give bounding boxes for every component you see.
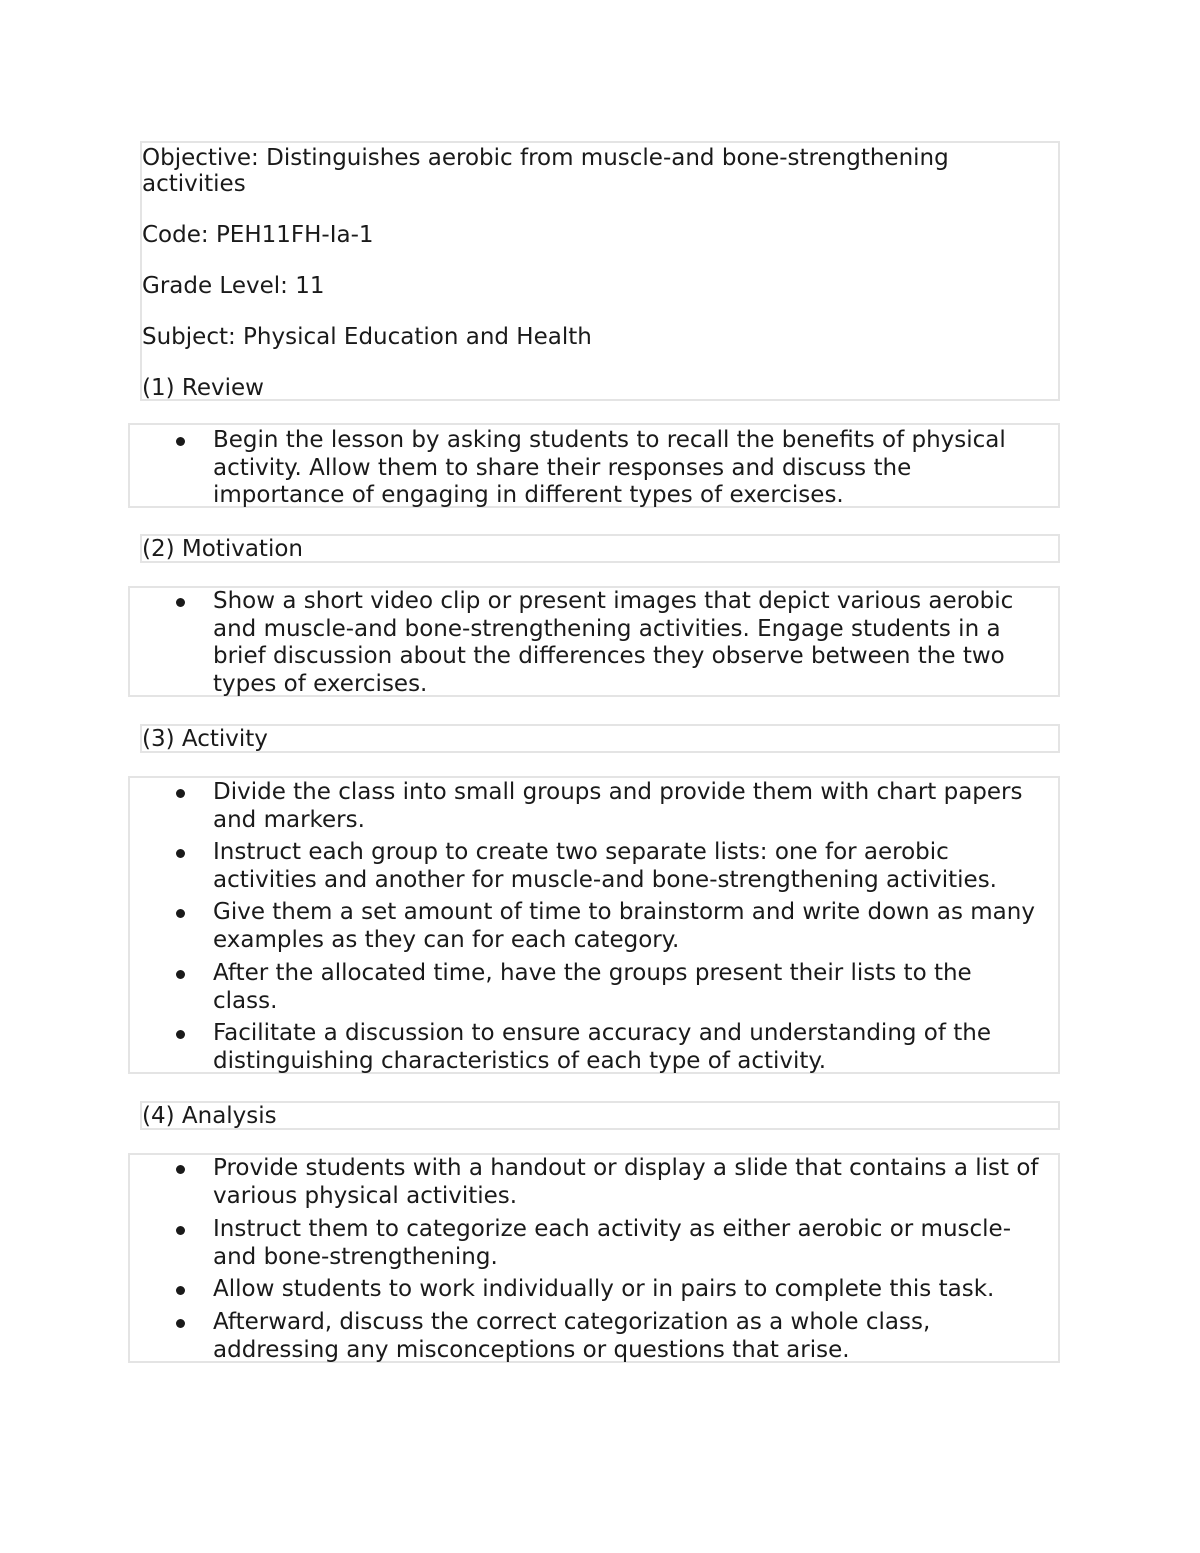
bullet-icon	[176, 1165, 185, 1174]
motivation-box	[128, 586, 1060, 697]
list-item-text: After the allocated time, have the groups present their lists to the class.	[213, 960, 972, 1014]
list-item-text: Give them a set amount of time to brainstorm and write down as many examples as they can for each category.	[213, 899, 1035, 953]
objective-line-1: Objective: Distinguishes aerobic from muscle-and bone-strengthening	[142, 145, 949, 171]
list-item-text: Facilitate a discussion to ensure accuracy and understanding of the distinguishing characteristics of each type of activity.	[213, 1020, 992, 1074]
code-text: Code: PEH11FH-Ia-1	[142, 222, 374, 248]
grade-level-text: Grade Level: 11	[142, 273, 325, 299]
list-item-text: Instruct each group to create two separate lists: one for aerobic activities and another for muscle-and bone-strengthening activities.	[213, 839, 997, 893]
list-item-text: Provide students with a handout or display a slide that contains a list of various physical activities.	[213, 1155, 1039, 1209]
bullet-icon	[176, 437, 185, 446]
motivation-heading-box	[140, 534, 1060, 563]
activity-heading: (3) Activity	[142, 726, 268, 752]
bullet-icon	[176, 1030, 185, 1039]
bullet-icon	[176, 970, 185, 979]
objective-line-2: activities	[142, 171, 246, 197]
bullet-icon	[176, 598, 185, 607]
list-item-text: Allow students to work individually or in pairs to complete this task.	[213, 1276, 995, 1302]
list-item-text: Divide the class into small groups and provide them with chart papers and markers.	[213, 779, 1023, 833]
lesson-header-box	[140, 141, 1060, 401]
list-item-text: Instruct them to categorize each activity as either aerobic or muscle- and bone-strengthening.	[213, 1216, 1012, 1270]
list-item-text: Show a short video clip or present images that depict various aerobic and muscle-and bone-strengthening activities. Engage students in a brief discussion about the differences they observe between the two types of exercises.	[213, 588, 1014, 697]
review-heading: (1) Review	[142, 375, 264, 401]
bullet-icon	[176, 789, 185, 798]
list-item-text: Afterward, discuss the correct categorization as a whole class, addressing any misconceptions or questions that arise.	[213, 1309, 931, 1363]
activity-box	[128, 776, 1060, 1074]
bullet-icon	[176, 849, 185, 858]
review-box	[128, 423, 1060, 508]
analysis-heading: (4) Analysis	[142, 1103, 277, 1129]
motivation-heading: (2) Motivation	[142, 536, 303, 562]
bullet-icon	[176, 1226, 185, 1235]
bullet-icon	[176, 1319, 185, 1328]
analysis-heading-box	[140, 1101, 1060, 1130]
list-item-text: Begin the lesson by asking students to recall the benefits of physical activity. Allow them to share their responses and discuss the importance of engaging in different types of exercises.	[213, 427, 1006, 508]
bullet-icon	[176, 909, 185, 918]
analysis-box	[128, 1153, 1060, 1363]
subject-text: Subject: Physical Education and Health	[142, 324, 592, 350]
bullet-icon	[176, 1286, 185, 1295]
activity-heading-box	[140, 724, 1060, 753]
